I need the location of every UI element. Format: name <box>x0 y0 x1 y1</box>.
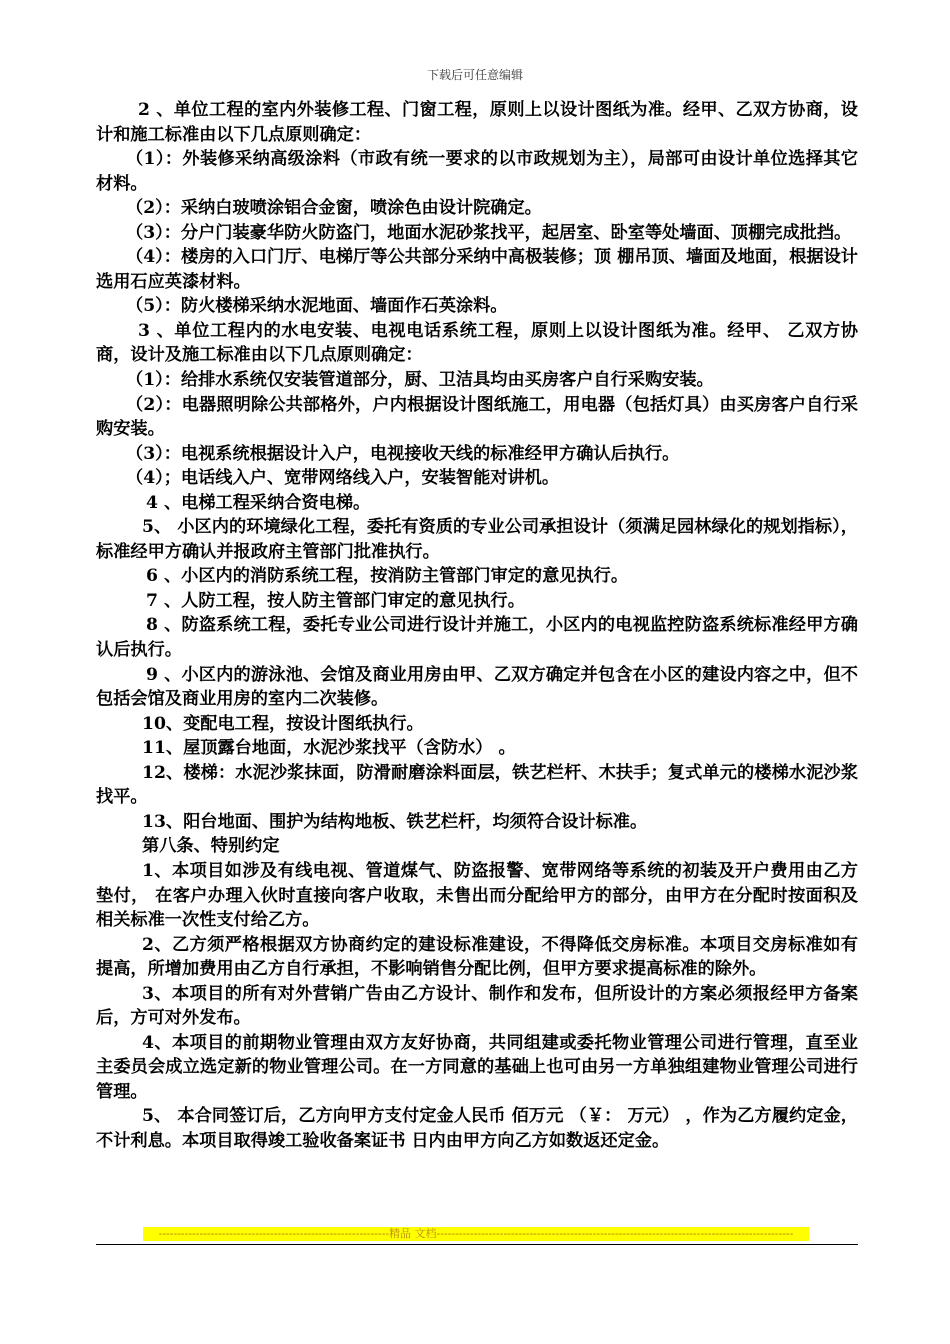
page-header: 下载后可任意编辑 <box>426 68 523 82</box>
paragraph: （5）：防火楼梯采纳水泥地面、墙面作石英涂料。 <box>126 296 508 317</box>
paragraph: 10、变配电工程，按设计图纸执行。 <box>142 713 424 734</box>
paragraph: 3 、单位工程内的水电安装、电视电话系统工程，原则上以设计图纸为准。经甲、 乙双方协商，设计及施工标准由以下几点原则确定： <box>96 320 858 366</box>
paragraph: 12、楼梯：水泥沙浆抹面，防滑耐磨涂料面层，铁艺栏杆、木扶手；复式单元的楼梯水泥沙浆找平。 <box>96 762 858 808</box>
paragraph: 6 、小区内的消防系统工程，按消防主管部门审定的意见执行。 <box>146 566 629 587</box>
paragraph: 第八条、特别约定 <box>142 836 280 857</box>
paragraph: 2 、单位工程的室内外装修工程、门窗工程，原则上以设计图纸为准。经甲、乙双方协商，设计和施工标准由以下几点原则确定： <box>96 100 858 145</box>
paragraph: （2）：采纳白玻喷涂铝合金窗，喷涂色由设计院确定。 <box>126 198 542 219</box>
paragraph: （3）：分户门装豪华防火防盗门，地面水泥砂浆找平，起居室、卧室等处墙面、顶棚完成批挡。 <box>126 222 852 243</box>
footer-rule <box>96 1244 858 1245</box>
paragraph: （4）；电话线入户、宽带网络线入户，安装智能对讲机。 <box>126 468 560 489</box>
footer-banner: --------------------------------------------------------------精品 文档------------------------------------------------------------------------------------------------ <box>143 1227 809 1241</box>
paragraph: 9 、小区内的游泳池、会馆及商业用房由甲、乙双方确定并包含在小区的建设内容之中，但不包括会馆及商业用房的室内二次装修。 <box>96 664 858 710</box>
paragraph: 3、本项目的所有对外营销广告由乙方设计、制作和发布，但所设计的方案必须报经甲方备案后，方可对外发布。 <box>96 983 858 1029</box>
paragraph: 1、本项目如涉及有线电视、管道煤气、防盗报警、宽带网络等系统的初装及开户费用由乙方垫付， 在客户办理入伙时直接向客户收取，未售出而分配给甲方的部分，由甲方在分配时按面积及相关标准一次性支付给乙方。 <box>96 860 858 931</box>
paragraph: 4 、电梯工程采纳合资电梯。 <box>146 492 371 513</box>
paragraph: （3）：电视系统根据设计入户，电视接收天线的标准经甲方确认后执行。 <box>126 443 680 464</box>
paragraph: （2）：电器照明除公共部格外，户内根据设计图纸施工，用电器（包括灯具）由买房客户自行采购安装。 <box>96 394 858 440</box>
paragraph: 2、乙方须严格根据双方协商约定的建设标准建设，不得降低交房标准。本项目交房标准如有提高，所增加费用由乙方自行承担，不影响销售分配比例，但甲方要求提高标准的除外。 <box>96 934 858 980</box>
document-body <box>96 98 858 1154</box>
paragraph: 5、 本合同签订后，乙方向甲方支付定金人民币 佰万元 （￥： 万元） ，作为乙方履约定金，不计利息。本项目取得竣工验收备案证书 日内由甲方向乙方如数返还定金。 <box>96 1106 858 1151</box>
paragraph: （4）：楼房的入口门厅、电梯厅等公共部分采纳中高极装修；顶 棚吊顶、墙面及地面，根据设计选用石应英漆材料。 <box>96 247 858 292</box>
paragraph: （1）：给排水系统仅安装管道部分，厨、卫洁具均由买房客户自行采购安装。 <box>126 370 714 391</box>
paragraph: 8 、防盗系统工程，委托专业公司进行设计并施工，小区内的电视监控防盗系统标准经甲方确认后执行。 <box>96 615 858 661</box>
paragraph: 5、 小区内的环境绿化工程，委托有资质的专业公司承担设计（须满足园林绿化的规划指标），标准经甲方确认并报政府主管部门批准执行。 <box>96 517 858 562</box>
paragraph: 7 、人防工程，按人防主管部门审定的意见执行。 <box>146 590 525 611</box>
paragraph: （1）：外装修采纳高级涂料（市政有统一要求的以市政规划为主），局部可由设计单位选择其它材料。 <box>96 149 858 194</box>
paragraph: 4、本项目的前期物业管理由双方友好协商，共同组建或委托物业管理公司进行管理，直至业主委员会成立选定新的物业管理公司。在一方同意的基础上也可由另一方单独组建物业管理公司进行管理。 <box>96 1032 858 1102</box>
paragraph: 11、屋顶露台地面，水泥沙浆找平（含防水） 。 <box>142 738 516 759</box>
paragraph: 13、阳台地面、围护为结构地板、铁艺栏杆，均须符合设计标准。 <box>142 811 648 832</box>
